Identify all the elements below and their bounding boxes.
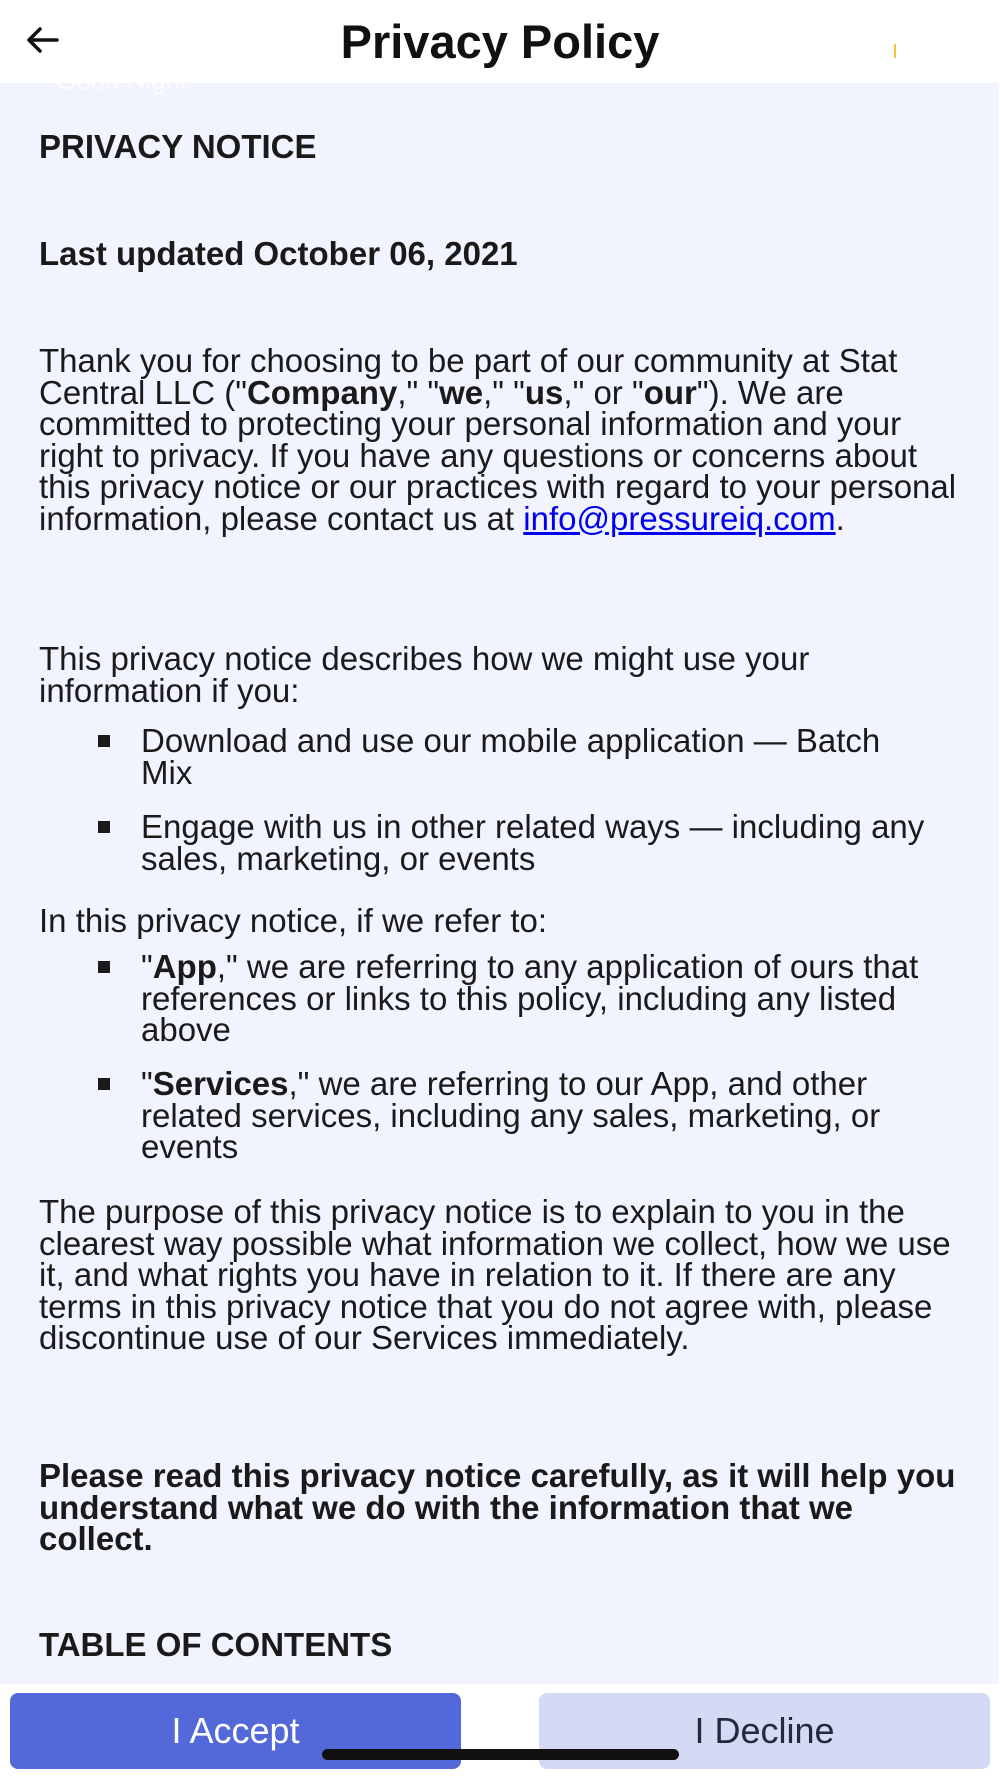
describes-paragraph: This privacy notice describes how we might use your information if you: (39, 640, 810, 709)
bullet-icon (98, 735, 110, 747)
bullet-icon (98, 961, 110, 973)
purpose-paragraph: The purpose of this privacy notice is to explain to you in the clearest way possible what information we collect, how we use it, and what rights you have in relation to it. If there are any terms in this privacy notice that you do not agree with, please discontinue use of our Services immediately. (39, 1193, 951, 1356)
refer-paragraph: In this privacy notice, if we refer to: (39, 902, 548, 939)
email-link[interactable]: info@pressureiq.com (523, 499, 836, 537)
please-read-paragraph: Please read this privacy notice carefully, as it will help you understand what we do with the information that we collect. (39, 1457, 956, 1557)
table-of-contents-heading: TABLE OF CONTENTS (39, 1626, 393, 1663)
app-header (0, 0, 1000, 83)
privacy-notice-heading: PRIVACY NOTICE (39, 128, 317, 165)
accept-button[interactable]: I Accept (10, 1693, 461, 1769)
footer-bar (0, 1684, 1000, 1778)
bullet-icon (98, 1078, 110, 1090)
intro-paragraph: Thank you for choosing to be part of our community at Stat Central LLC ("Company," "we," "us," or "our"). We are committed to protecting your personal information and your right to privacy. If you have any questions or concerns about this privacy notice or our practices with regard to your personal information, please contact us at info@pressureiq.com. (39, 342, 957, 537)
decline-button[interactable]: I Decline (539, 1693, 990, 1769)
status-tick (894, 44, 896, 58)
home-indicator (322, 1749, 679, 1760)
bullet-icon (98, 821, 110, 833)
privacy-content[interactable]: PRIVACY NOTICE Last updated October 06, 2021 Thank you for choosing to be part of our community at Stat Central LLC ("Company," "we," "us," or "our"). We are committed to protecting your personal information and your right to privacy. If you have any questions or concerns about this privacy notice or our practices with regard to your personal information, please contact us at info@pressureiq.com. This privacy notice describes how we might use your information if you: Download and use our mobile application — Batch Mix Engage with us in other related ways — including any sales, marketing, or events In this privacy notice, if we refer to: "App," we are referring to any application of ours that references or links to this policy, including any listed above "Services," we are referring to our App, and other related services, including any sales, marketing, or events The purpose of this privacy notice is to explain to you in the clearest way possible what information we collect, how we use it, and what rights you have in relation to it. If there are any terms in this privacy notice that you do not agree with, please discontinue use of our Services immediately. Please read this privacy notice carefully, as it will help you understand what we do with the information that we collect. TABLE OF CONTENTS (0, 83, 1000, 1684)
last-updated: Last updated October 06, 2021 (39, 235, 518, 272)
page-title: Privacy Policy (340, 15, 660, 68)
